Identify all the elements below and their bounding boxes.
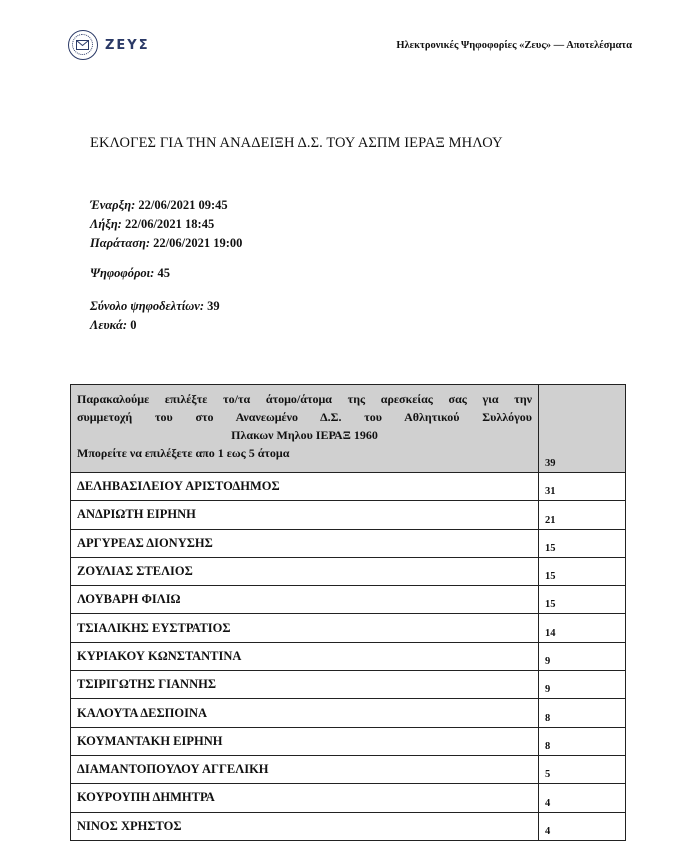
candidate-votes: 9	[539, 671, 626, 699]
blank-value: 0	[130, 318, 137, 332]
candidate-row	[71, 529, 626, 557]
candidate-votes: 31	[539, 473, 626, 501]
results-table	[70, 384, 626, 841]
question-total: 39	[539, 385, 626, 473]
candidate-row	[71, 557, 626, 585]
candidate-name: ΚΥΡΙΑΚΟΥ ΚΩΝΣΤΑΝΤΙΝΑ	[71, 642, 539, 670]
candidate-name: ΝΙΝΟΣ ΧΡΗΣΤΟΣ	[71, 812, 539, 840]
candidate-row	[71, 727, 626, 755]
ballots-line	[90, 297, 220, 316]
candidate-row	[71, 699, 626, 727]
voters-label: Ψηφοφόροι:	[90, 266, 155, 280]
candidate-votes: 4	[539, 812, 626, 840]
extension-value: 22/06/2021 19:00	[153, 236, 243, 250]
candidate-row	[71, 614, 626, 642]
zeus-logo	[68, 30, 150, 60]
candidate-name: ΖΟΥΛΙΑΣ ΣΤΕΛΙΟΣ	[71, 557, 539, 585]
start-value: 22/06/2021 09:45	[138, 198, 228, 212]
ballot-stats	[90, 297, 220, 335]
question-line-3: Πλακων Μηλου ΙΕΡΑΞ 1960	[231, 428, 378, 442]
extension-label: Παράταση:	[90, 236, 151, 250]
blank-label: Λευκά:	[90, 318, 128, 332]
candidate-name: ΛΟΥΒΑΡΗ ΦΙΛΙΩ	[71, 586, 539, 614]
candidate-row	[71, 755, 626, 783]
candidate-row	[71, 501, 626, 529]
candidate-name: ΤΣΙΡΙΓΩΤΗΣ ΓΙΑΝΝΗΣ	[71, 671, 539, 699]
candidate-row	[71, 586, 626, 614]
question-text	[71, 385, 539, 473]
candidate-name: ΑΡΓΥΡΕΑΣ ΔΙΟΝΥΣΗΣ	[71, 529, 539, 557]
candidate-name: ΚΟΥΡΟΥΠΗ ΔΗΜΗΤΡΑ	[71, 784, 539, 812]
candidate-votes: 21	[539, 501, 626, 529]
candidate-name: ΤΣΙΑΛΙΚΗΣ ΕΥΣΤΡΑΤΙΟΣ	[71, 614, 539, 642]
voters-line	[90, 264, 170, 283]
candidate-name: ΚΑΛΟΥΤΑ ΔΕΣΠΟΙΝΑ	[71, 699, 539, 727]
candidate-votes: 5	[539, 755, 626, 783]
ballot-seal-icon	[68, 30, 98, 60]
candidate-votes: 14	[539, 614, 626, 642]
ballots-label: Σύνολο ψηφοδελτίων:	[90, 299, 204, 313]
ballots-value: 39	[207, 299, 220, 313]
candidate-votes: 8	[539, 727, 626, 755]
candidate-votes: 8	[539, 699, 626, 727]
brand-name: ΖΕΥΣ	[105, 37, 150, 53]
question-line-2: συμμετοχή του στο Ανανεωμένο Δ.Σ. του Αθλητικού Συλλόγου	[77, 410, 532, 424]
end-value: 22/06/2021 18:45	[124, 217, 215, 231]
election-dates	[90, 196, 242, 253]
end-line	[90, 215, 242, 234]
candidate-row	[71, 473, 626, 501]
candidate-name: ΚΟΥΜΑΝΤΑΚΗ ΕΙΡΗΝΗ	[71, 727, 539, 755]
candidate-row	[71, 671, 626, 699]
start-line	[90, 196, 242, 215]
candidate-votes: 15	[539, 557, 626, 585]
candidate-name: ΔΕΛΗΒΑΣΙΛΕΙΟΥ ΑΡΙΣΤΟΔΗΜΟΣ	[71, 473, 539, 501]
voters-value: 45	[157, 266, 170, 280]
candidate-votes: 4	[539, 784, 626, 812]
candidate-row	[71, 642, 626, 670]
candidate-votes: 15	[539, 529, 626, 557]
election-title: ΕΚΛΟΓΕΣ ΓΙΑ ΤΗΝ ΑΝΑΔΕΙΞΗ Δ.Σ. ΤΟΥ ΑΣΠΜ ΙΕΡΑΞ ΜΗΛΟΥ	[90, 135, 503, 151]
candidate-votes: 9	[539, 642, 626, 670]
header-title: Ηλεκτρονικές Ψηφοφορίες «Ζευς» — Αποτελέσματα	[396, 40, 632, 51]
candidate-name: ΔΙΑΜΑΝΤΟΠΟΥΛΟΥ ΑΓΓΕΛΙΚΗ	[71, 755, 539, 783]
end-label: Λήξη:	[90, 217, 122, 231]
blank-line	[90, 316, 220, 335]
candidate-row	[71, 784, 626, 812]
question-row	[71, 385, 626, 473]
candidate-name: ΑΝΔΡΙΩΤΗ ΕΙΡΗΝΗ	[71, 501, 539, 529]
candidate-votes: 15	[539, 586, 626, 614]
extension-line	[90, 234, 242, 253]
start-label: Έναρξη:	[90, 198, 136, 212]
question-line-4: Μπορείτε να επιλέξετε απο 1 εως 5 άτομα	[77, 446, 290, 460]
question-line-1: Παρακαλούμε επιλέξτε το/τα άτομο/άτομα της αρεσκείας σας για την	[77, 392, 532, 406]
candidate-row	[71, 812, 626, 840]
